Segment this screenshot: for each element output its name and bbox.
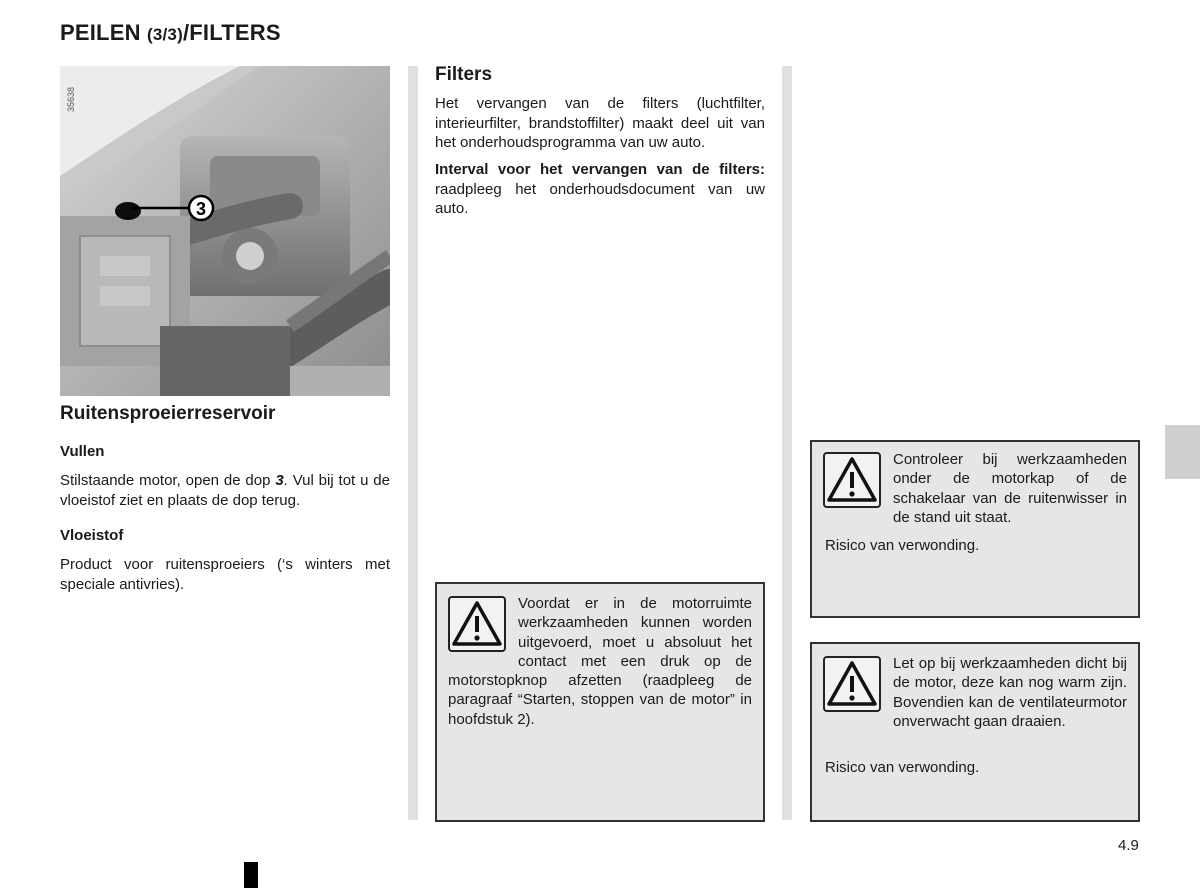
reservoir-cap	[115, 202, 141, 220]
page-title: PEILEN (3/3)/FILTERS	[60, 20, 281, 45]
engine-illustration	[60, 66, 390, 396]
warning-triangle-icon	[823, 452, 881, 508]
subheading-vloeistof: Vloeistof	[60, 527, 124, 544]
warning-text-wiper: Controleer bij werkzaamheden onder de motorkap of de schakelaar van de ruitenwisser in de stand uit staat.	[893, 451, 1127, 526]
warning-text-ignition: Voordat er in de motorruimte werkzaamheden kunnen worden uitgevoerd, moet u absoluut het contact met een druk op de motorstopknop afzetten (raadpleeg de paragraaf “Starten, stoppen van de motor” in hoofdstuk 2).	[448, 595, 752, 728]
section-heading-filters: Filters	[435, 64, 493, 85]
chapter-side-tab	[1165, 425, 1200, 479]
warning-box-ignition	[435, 582, 765, 822]
print-mark	[244, 862, 258, 888]
section-heading-reservoir: Ruitensproeierreservoir	[60, 403, 276, 424]
figure-code: 35638	[66, 86, 76, 112]
paragraph-vloeistof: Product voor ruitensproeiers (‘s winters met speciale antivries).	[60, 556, 390, 593]
subheading-vullen: Vullen	[60, 443, 105, 460]
page-number: 4.9	[1118, 837, 1139, 854]
warning-box-hot-engine	[810, 642, 1140, 822]
callout-number: 3	[195, 199, 207, 219]
paragraph-filters: Het vervangen van de filters (luchtfilter, interieurfilter, brandstoffilter) maakt deel uit van het onderhoudsprogramma van uw auto.	[435, 95, 765, 151]
paragraph-vullen: Stilstaande motor, open de dop 3. Vul bij tot u de vloeistof ziet en plaats de dop terug.	[60, 472, 390, 509]
column-divider-right	[782, 66, 792, 820]
warning-text-hot-engine: Let op bij werkzaamheden dicht bij de motor, deze kan nog warm zijn. Bovendien kan de ventilateurmotor onverwacht gaan draaien.	[893, 655, 1127, 730]
paragraph-filter-interval: Interval voor het vervangen van de filters: raadpleeg het onderhoudsdocument van uw auto.	[435, 161, 765, 217]
warning-risk-hot-engine: Risico van verwonding.	[825, 759, 980, 776]
column-divider-left	[408, 66, 418, 820]
warning-risk-wiper: Risico van verwonding.	[825, 537, 980, 554]
engine-bay-photo	[60, 66, 390, 396]
warning-box-wiper	[810, 440, 1140, 618]
